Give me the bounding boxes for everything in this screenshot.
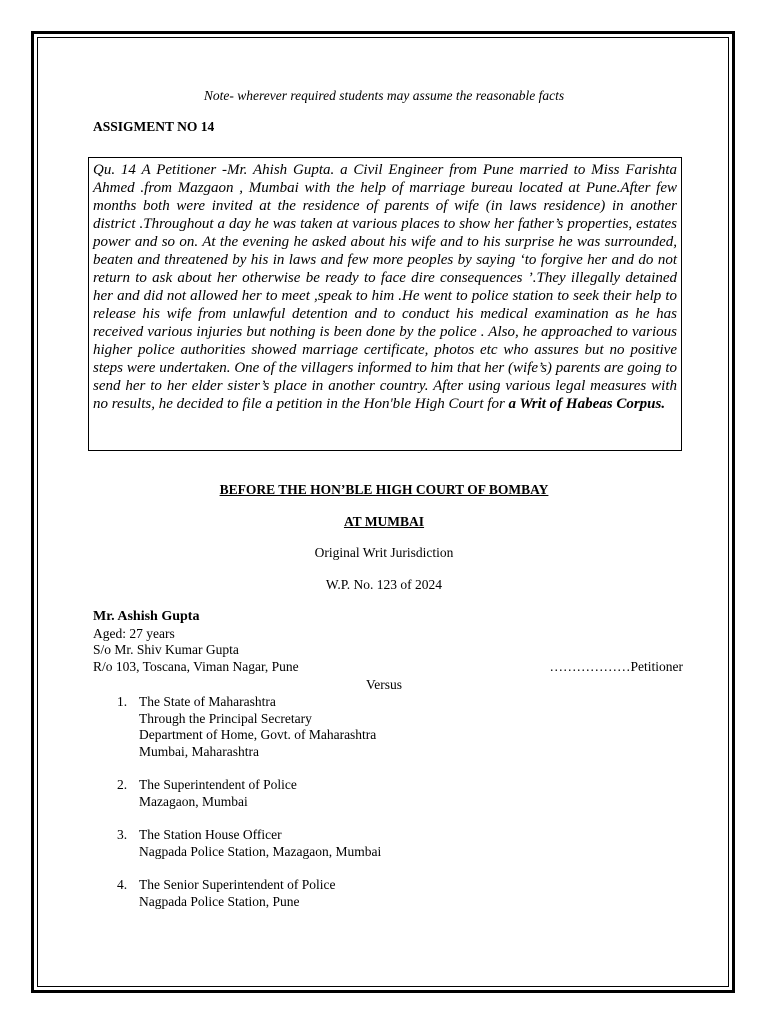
assignment-title: ASSIGMENT NO 14: [93, 119, 215, 134]
jurisdiction: Original Writ Jurisdiction: [314, 545, 454, 560]
question-text: Qu. 14 A Petitioner -Mr. Ahish Gupta. a Civil Engineer from Pune married to Miss Farishta Ahmed .from Mazgaon , Mumbai with the help of marriage bureau located at Pune.After few months both were invited at the residence of parents of wife (in laws residence) in another district .Throughout a day he was taken at various places to show her father’s properties, estates power and so on. At the evening he asked about his wife and to his surprise he was surrounded, beaten and threatened by his in laws and few more peoples by saying ‘to forgive her and do not return to ask about her otherwise be ready to face dire consequences ’.They illegally detained her and did not allowed her to meet ,speak to him .He went to police station to seek their help to release his wife from unlawful detention and to conduct his medical examination as he has received various injuries but nothing is been done by the police . Also, he approached to various higher police authorities showed marriage certificate, photos etc who assures but no positive steps were undertaken. One of the villagers informed to him that her (wife’s) parents are going to send her to her elder sister’s place in another country. After using various legal measures with no results, he decided to file a petition in the Hon'ble High Court for: [93, 162, 677, 412]
petitioner-name: Mr. Ashish Gupta: [93, 609, 200, 624]
petitioner-age: Aged: 27 years: [93, 625, 175, 641]
respondent-line: The Senior Superintendent of Police: [139, 877, 336, 892]
respondent-item: [117, 827, 381, 860]
court-heading: BEFORE THE HON’BLE HIGH COURT OF BOMBAY: [219, 482, 549, 497]
respondent-item: [117, 694, 381, 760]
petitioner-parent: S/o Mr. Shiv Kumar Gupta: [93, 642, 239, 657]
question-box: [88, 157, 682, 451]
court-location: AT MUMBAI: [343, 514, 425, 529]
respondent-item: [117, 877, 381, 910]
petition-number: W.P. No. 123 of 2024: [325, 577, 443, 592]
respondent-list: [117, 694, 381, 927]
respondent-line: Nagpada Police Station, Pune: [139, 893, 300, 909]
respondent-number: 3.: [117, 827, 128, 842]
versus-label: Versus: [366, 677, 402, 692]
respondent-line: The Superintendent of Police: [139, 777, 297, 792]
respondent-number: 1.: [117, 694, 128, 709]
petitioner-role: ………………Petitioner: [549, 658, 683, 674]
respondent-line: Nagpada Police Station, Mazagaon, Mumbai: [139, 843, 382, 859]
respondent-line: Department of Home, Govt. of Maharashtra: [139, 727, 377, 742]
respondent-line: Mazagaon, Mumbai: [139, 793, 248, 809]
respondent-number: 4.: [117, 877, 128, 892]
petitioner-address: R/o 103, Toscana, Viman Nagar, Pune: [93, 658, 299, 674]
question-emphasis: a Writ of Habeas Corpus.: [508, 396, 666, 412]
respondent-line: Through the Principal Secretary: [139, 710, 312, 726]
respondent-line: The Station House Officer: [139, 827, 282, 842]
respondent-line: Mumbai, Maharashtra: [139, 743, 259, 759]
petitioner-block: [93, 609, 683, 675]
note-text: Note- wherever required students may assume the reasonable facts: [203, 88, 565, 103]
respondent-item: [117, 777, 381, 810]
respondent-number: 2.: [117, 777, 128, 792]
respondent-line: The State of Maharashtra: [139, 694, 276, 709]
